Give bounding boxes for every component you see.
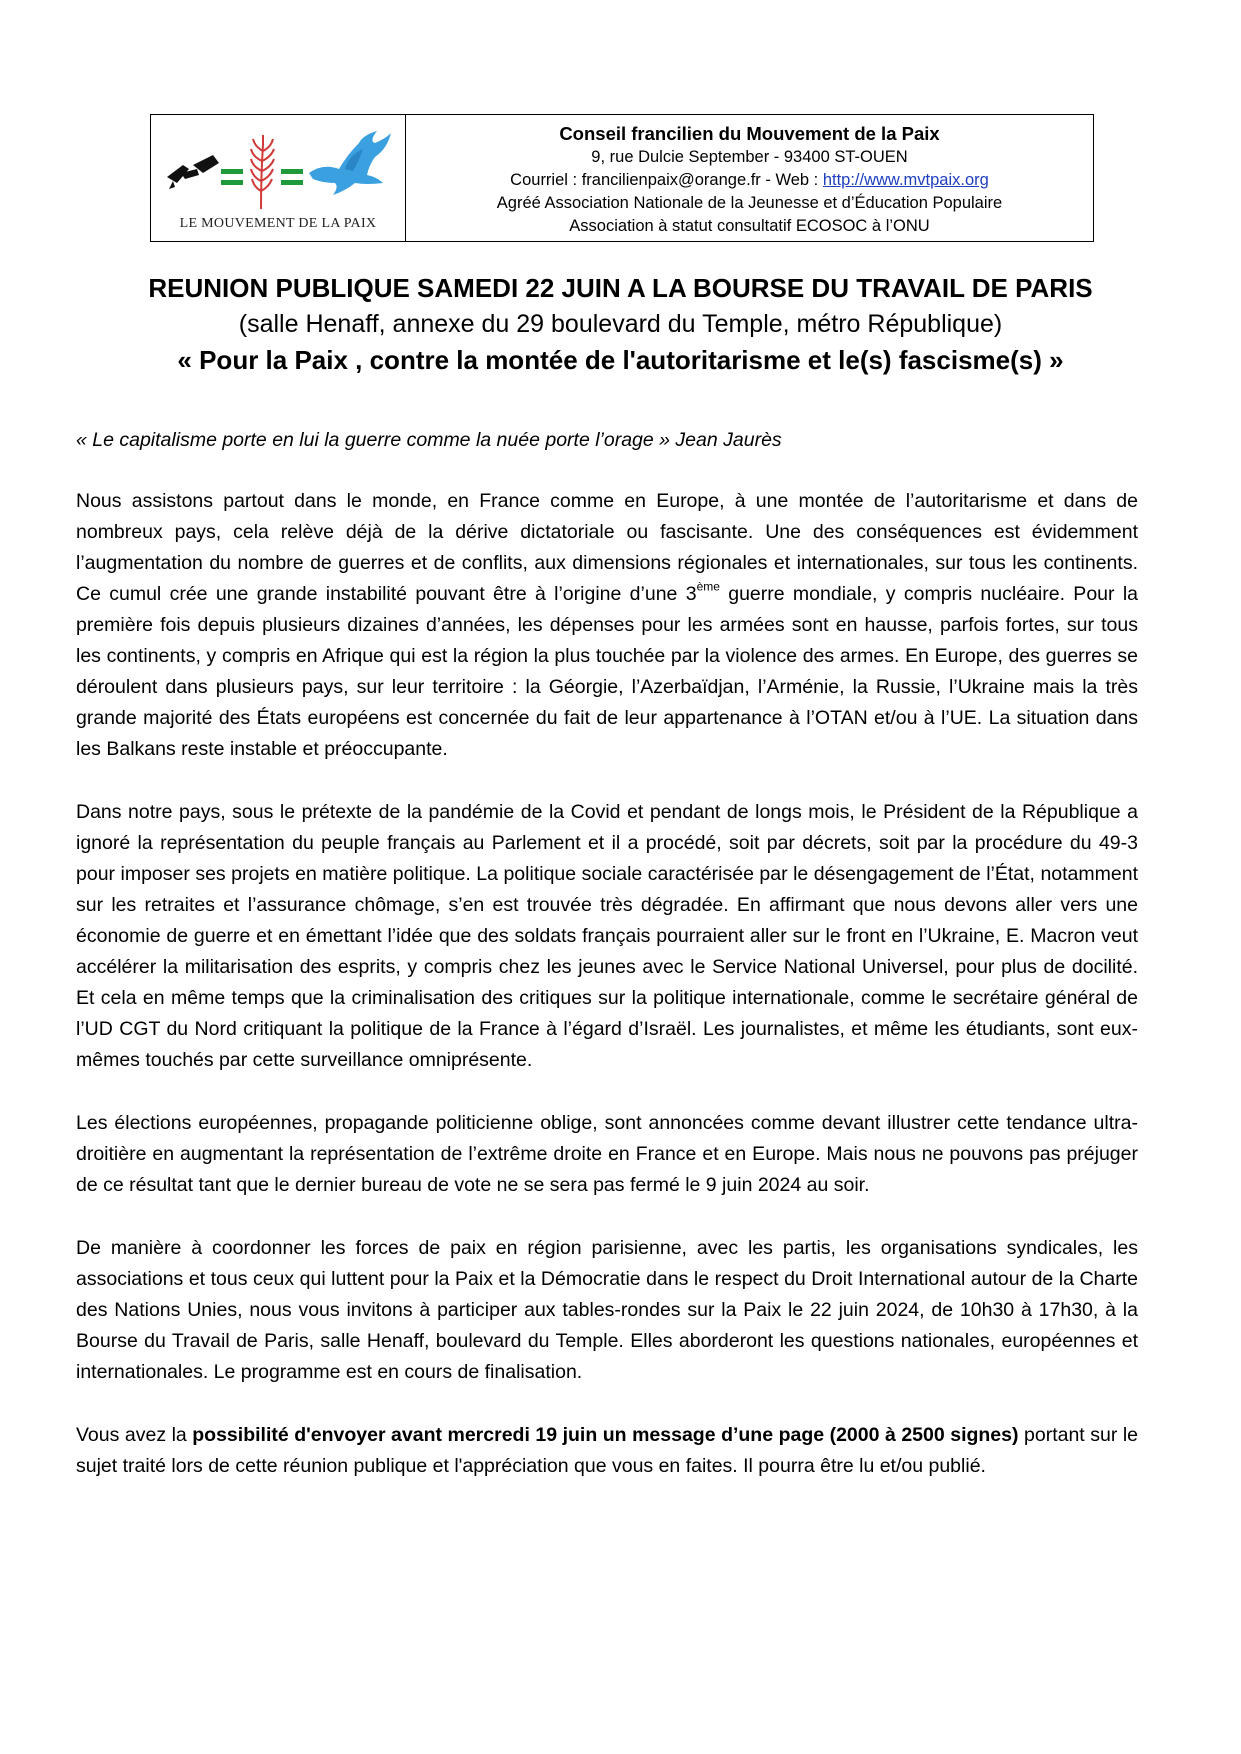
page-title: REUNION PUBLIQUE SAMEDI 22 JUIN A LA BOURSE DU TRAVAIL DE PARIS [148,273,1093,303]
superscript-ordinal: ème [696,579,720,594]
paragraph-1 [76,486,1138,765]
peace-movement-logo-icon [163,125,393,217]
title-block [0,270,1241,378]
paragraph-2: Dans notre pays, sous le prétexte de la pandémie de la Covid et pendant de longs mois, le Président de la République a ignoré la représentation du peuple français au Parlement et il a procédé, soit par décrets, soit par la procédure du 49-3 pour imposer ses projets en matière politique. La politique sociale caractérisée par le désengagement de l’État, notamment sur les retraites et l’assurance chômage, s’en est trouvée très dégradée. En affirmant que nous devons aller vers une économie de guerre et en émettant l’idée que des soldats français pourraient aller sur le front en l’Ukraine, E. Macron veut accélérer la militarisation des esprits, y compris chez les jeunes avec le Service National Universel, pour plus de docilité. Et cela en même temps que la criminalisation des critiques sur la politique internationale, comme le secrétaire général de l’UD CGT du Nord critiquant la politique de la France à l’égard d’Israël. Les journalistes, et même les étudiants, sont eux-mêmes touchés par cette surveillance omniprésente. [76,801,1138,1071]
epigraph-quote [76,425,1138,456]
organization-name: Conseil francilien du Mouvement de la Paix [559,123,940,144]
equals-sign-icon [281,169,303,185]
paragraph-5-text-b: portant sur le sujet traité lors de cette réunion publique et l'appréciation que vous en faites. Il pourra être lu et/ou publié. [76,1424,1138,1477]
document-body [76,425,1138,1514]
quote-author: Jean Jaurès [670,429,782,451]
paragraph-5-emphasis: possibilité d'envoyer avant mercredi 19 juin un message d’une page (2000 à 2500 signes) [192,1424,1019,1446]
paragraph-1-text-a: Nous assistons partout dans le monde, en France comme en Europe, à une montée de l’autoritarisme et dans de nombreux pays, cela relève déjà de la dérive dictatoriale ou fascisante. Une des conséquences est évidemment l’augmentation du nombre de guerres et de conflits, aux dimensions régionales et internationales, sur tous les continents. Ce cumul crée une grande instabilité pouvant être à l’origine d’une 3 [76,490,1138,605]
equals-sign-icon [221,169,243,185]
page-subtitle: (salle Henaff, annexe du 29 boulevard du Temple, métro République) [238,310,1003,338]
paragraph-5 [76,1420,1138,1482]
contact-text: Courriel : francilienpaix@orange.fr - Web : [510,171,823,189]
paragraph-4: De manière à coordonner les forces de paix en région parisienne, avec les partis, les organisations syndicales, les associations et tous ceux qui luttent pour la Paix et la Démocratie dans le respect du Droit International autour de la Charte des Nations Unies, nous vous invitons à participer aux tables-rondes sur la Paix le 22 juin 2024, de 10h30 à 17h30, à la Bourse du Travail de Paris, salle Henaff, boulevard du Temple. Elles aborderont les questions nationales, européennes et internationales. Le programme est en cours de finalisation. [76,1237,1138,1383]
broken-gun-icon [167,155,219,189]
paragraph-3: Les élections européennes, propagande politicienne oblige, sont annoncées comme devant illustrer cette tendance ultra-droitière en augmentant la représentation de l’extrême droite en France et en Europe. Mais nous ne pouvons pas préjuger de ce résultat tant que le dernier bureau de vote ne se sera pas fermé le 9 juin 2024 au soir. [76,1112,1138,1196]
letterhead [150,114,1094,242]
organization-agreement: Agréé Association Nationale de la Jeunesse et d’Éducation Populaire [496,194,1003,212]
organization-contact [406,169,1093,192]
organization-address: 9, rue Dulcie September - 93400 ST-OUEN [591,148,908,166]
paragraph-5-text-a: Vous avez la [76,1424,193,1446]
organization-status: Association à statut consultatif ECOSOC à l’ONU [569,217,930,235]
organization-info [406,115,1093,241]
website-link[interactable]: http://www.mvtpaix.org [822,171,989,189]
event-slogan: « Pour la Paix , contre la montée de l'autoritarisme et le(s) fascisme(s) » [177,345,1064,375]
logo [151,115,406,241]
logo-caption: LE MOUVEMENT DE LA PAIX [179,216,377,231]
wheat-icon [251,135,274,209]
quote-text: « Le capitalisme porte en lui la guerre comme la nuée porte l’orage » [76,429,671,451]
paragraph-1-text-b: guerre mondiale, y compris nucléaire. Pour la première fois depuis plusieurs dizaines d’années, les dépenses pour les armées sont en hausse, parfois fortes, sur tous les continents, y compris en Afrique qui est la région la plus touchée par la violence des armes. En Europe, des guerres se déroulent dans plusieurs pays, sur leur territoire : la Géorgie, l’Azerbaïdjan, l’Arménie, la Russie, l’Ukraine mais la très grande majorité des États européens est concernée du fait de leur appartenance à l’OTAN et/ou à l’UE. La situation dans les Balkans reste instable et préoccupante. [76,583,1138,760]
dove-icon [309,131,391,195]
